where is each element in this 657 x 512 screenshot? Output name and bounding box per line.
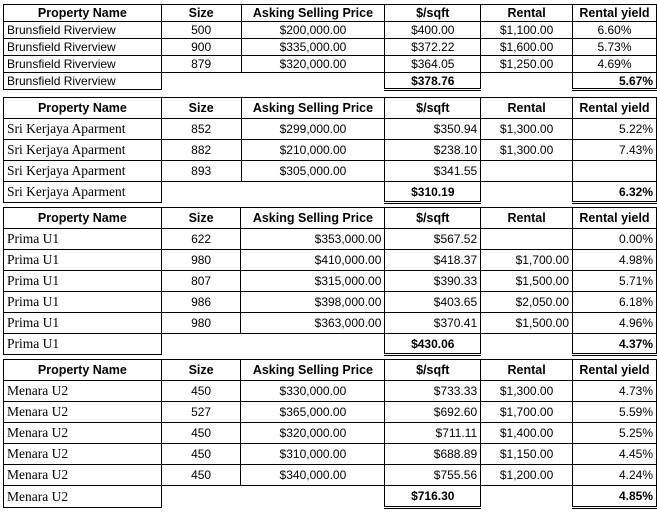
cell-rental[interactable]: $1,300.00 [481, 381, 573, 402]
header-asking-price[interactable]: Asking Selling Price [241, 98, 385, 119]
cell-psf[interactable]: $755.56 [385, 465, 481, 486]
cell-size[interactable]: 852 [161, 119, 241, 140]
summary-rental-yield[interactable]: 5.67% [572, 73, 656, 90]
header-property-name[interactable]: Property Name [4, 98, 162, 119]
header-psf[interactable]: $/sqft [385, 98, 481, 119]
cell-property-name[interactable]: Prima U1 [4, 271, 162, 292]
cell-rental-yield[interactable]: 6.60% [572, 22, 656, 39]
cell-psf[interactable]: $350.94 [385, 119, 481, 140]
cell-size[interactable]: 500 [161, 22, 241, 39]
cell-psf[interactable]: $390.33 [385, 271, 481, 292]
table-row [4, 313, 657, 334]
cell-asking-price[interactable]: $365,000.00 [241, 402, 385, 423]
cell-asking-price[interactable]: $410,000.00 [241, 250, 385, 271]
cell-rental[interactable]: $1,250.00 [481, 56, 573, 73]
cell-property-name[interactable]: Sri Kerjaya Aparment [4, 119, 162, 140]
summary-row [4, 182, 657, 203]
cell-rental[interactable] [481, 229, 573, 250]
cell-property-name[interactable]: Prima U1 [4, 250, 162, 271]
cell-psf[interactable]: $711.11 [385, 423, 481, 444]
cell-property-name[interactable]: Prima U1 [4, 292, 162, 313]
header-rental-yield[interactable]: Rental yield [573, 208, 657, 229]
cell-psf[interactable]: $418.37 [385, 250, 481, 271]
summary-psf[interactable]: $430.06 [385, 334, 481, 355]
cell-rental[interactable]: $2,050.00 [481, 292, 573, 313]
summary-property-name[interactable]: Brunsfield Riverview [4, 73, 162, 90]
cell-property-name[interactable]: Menara U2 [4, 423, 162, 444]
cell-rental-yield[interactable]: 0.00% [573, 229, 657, 250]
summary-blank [241, 182, 385, 203]
cell-rental[interactable]: $1,700.00 [481, 402, 573, 423]
cell-rental[interactable]: $1,500.00 [481, 271, 573, 292]
header-rental-yield[interactable]: Rental yield [573, 98, 657, 119]
cell-rental-yield[interactable]: 4.98% [573, 250, 657, 271]
cell-asking-price[interactable]: $398,000.00 [241, 292, 385, 313]
cell-asking-price[interactable]: $200,000.00 [241, 22, 385, 39]
cell-rental[interactable]: $1,300.00 [481, 140, 573, 161]
cell-rental[interactable]: $1,100.00 [481, 22, 573, 39]
cell-rental[interactable]: $1,500.00 [481, 313, 573, 334]
cell-property-name[interactable]: Sri Kerjaya Aparment [4, 161, 162, 182]
cell-property-name[interactable]: Sri Kerjaya Aparment [4, 140, 162, 161]
cell-rental-yield[interactable]: 5.73% [572, 39, 656, 56]
summary-rental-yield[interactable]: 4.85% [573, 486, 657, 508]
header-asking-price[interactable]: Asking Selling Price [241, 5, 385, 22]
cell-psf[interactable]: $341.55 [385, 161, 481, 182]
cell-property-name[interactable]: Menara U2 [4, 381, 162, 402]
cell-psf[interactable]: $372.22 [385, 39, 481, 56]
summary-blank [161, 486, 241, 508]
cell-property-name[interactable]: Menara U2 [4, 465, 162, 486]
cell-asking-price[interactable]: $210,000.00 [241, 140, 385, 161]
summary-blank [481, 182, 573, 203]
cell-rental[interactable]: $1,700.00 [481, 250, 573, 271]
cell-size[interactable]: 527 [161, 402, 241, 423]
header-row [4, 5, 657, 22]
cell-psf[interactable]: $567.52 [385, 229, 481, 250]
cell-property-name[interactable]: Menara U2 [4, 402, 162, 423]
cell-rental-yield[interactable]: 7.43% [573, 140, 657, 161]
cell-property-name[interactable]: Menara U2 [4, 444, 162, 465]
header-size[interactable]: Size [161, 98, 241, 119]
header-property-name[interactable]: Property Name [4, 360, 162, 381]
summary-rental-yield[interactable]: 6.32% [573, 182, 657, 203]
property-table-sri-kerjaya [3, 97, 657, 204]
cell-rental[interactable]: $1,150.00 [481, 444, 573, 465]
cell-size[interactable]: 900 [161, 39, 241, 56]
cell-size[interactable]: 980 [161, 313, 241, 334]
cell-size[interactable]: 450 [161, 423, 241, 444]
cell-psf[interactable]: $400.00 [385, 22, 481, 39]
table-row [4, 39, 657, 56]
cell-property-name[interactable]: Brunsfield Riverview [4, 56, 162, 73]
table-row [4, 56, 657, 73]
summary-psf[interactable]: $310.19 [385, 182, 481, 203]
cell-asking-price[interactable]: $340,000.00 [241, 465, 385, 486]
cell-rental-yield[interactable]: 5.59% [573, 402, 657, 423]
table-row [4, 444, 657, 465]
table-row [4, 119, 657, 140]
cell-asking-price[interactable]: $299,000.00 [241, 119, 385, 140]
header-rental[interactable]: Rental [481, 208, 573, 229]
header-asking-price[interactable]: Asking Selling Price [241, 208, 385, 229]
cell-asking-price[interactable]: $315,000.00 [241, 271, 385, 292]
cell-psf[interactable]: $364.05 [385, 56, 481, 73]
cell-asking-price[interactable]: $310,000.00 [241, 444, 385, 465]
cell-psf[interactable]: $688.89 [385, 444, 481, 465]
summary-blank [241, 486, 385, 508]
header-property-name[interactable]: Property Name [4, 208, 162, 229]
summary-psf[interactable]: $378.76 [385, 73, 481, 90]
property-table-prima-u1 [3, 207, 657, 356]
summary-blank [481, 73, 573, 90]
cell-psf[interactable]: $692.60 [385, 402, 481, 423]
cell-rental[interactable]: $1,300.00 [481, 119, 573, 140]
cell-rental[interactable] [481, 161, 573, 182]
cell-asking-price[interactable]: $330,000.00 [241, 381, 385, 402]
cell-rental-yield[interactable]: 4.96% [573, 313, 657, 334]
table-row [4, 229, 657, 250]
table-row [4, 250, 657, 271]
table-row [4, 381, 657, 402]
cell-size[interactable]: 980 [161, 250, 241, 271]
summary-blank [161, 182, 241, 203]
header-rental-yield[interactable]: Rental yield [573, 360, 657, 381]
cell-size[interactable]: 893 [161, 161, 241, 182]
cell-psf[interactable]: $403.65 [385, 292, 481, 313]
property-table-brunsfield [3, 4, 657, 91]
cell-property-name[interactable]: Brunsfield Riverview [4, 22, 162, 39]
summary-property-name[interactable]: Menara U2 [4, 486, 162, 508]
header-rental-yield[interactable]: Rental yield [572, 5, 656, 22]
header-row [4, 98, 657, 119]
property-table-menara-u2 [3, 359, 657, 509]
table-row [4, 465, 657, 486]
cell-rental-yield[interactable]: 5.25% [573, 423, 657, 444]
header-size[interactable]: Size [161, 5, 241, 22]
table-row [4, 402, 657, 423]
table-row [4, 161, 657, 182]
cell-property-name[interactable]: Brunsfield Riverview [4, 39, 162, 56]
header-size[interactable]: Size [161, 208, 241, 229]
cell-rental-yield[interactable]: 4.24% [573, 465, 657, 486]
cell-asking-price[interactable]: $353,000.00 [241, 229, 385, 250]
cell-size[interactable]: 986 [161, 292, 241, 313]
summary-psf[interactable]: $716.30 [385, 486, 481, 508]
summary-blank [241, 334, 385, 355]
summary-blank [481, 486, 573, 508]
cell-rental-yield[interactable] [573, 161, 657, 182]
header-row [4, 208, 657, 229]
header-size[interactable]: Size [161, 360, 241, 381]
cell-size[interactable]: 450 [161, 444, 241, 465]
cell-size[interactable]: 882 [161, 140, 241, 161]
summary-row [4, 73, 657, 90]
summary-property-name[interactable]: Prima U1 [4, 334, 162, 355]
summary-blank [161, 334, 241, 355]
table-row [4, 271, 657, 292]
header-rental[interactable]: Rental [481, 360, 573, 381]
header-psf[interactable]: $/sqft [385, 360, 481, 381]
cell-rental[interactable]: $1,200.00 [481, 465, 573, 486]
table-row [4, 292, 657, 313]
cell-asking-price[interactable]: $320,000.00 [241, 423, 385, 444]
cell-size[interactable]: 879 [161, 56, 241, 73]
cell-asking-price[interactable]: $320,000.00 [241, 56, 385, 73]
cell-rental[interactable]: $1,400.00 [481, 423, 573, 444]
header-rental[interactable]: Rental [481, 98, 573, 119]
cell-size[interactable]: 807 [161, 271, 241, 292]
cell-size[interactable]: 450 [161, 381, 241, 402]
cell-rental-yield[interactable]: 4.45% [573, 444, 657, 465]
summary-rental-yield[interactable]: 4.37% [573, 334, 657, 355]
cell-asking-price[interactable]: $305,000.00 [241, 161, 385, 182]
cell-asking-price[interactable]: $363,000.00 [241, 313, 385, 334]
cell-rental[interactable]: $1,600.00 [481, 39, 573, 56]
header-asking-price[interactable]: Asking Selling Price [241, 360, 385, 381]
header-psf[interactable]: $/sqft [385, 208, 481, 229]
cell-asking-price[interactable]: $335,000.00 [241, 39, 385, 56]
header-property-name[interactable]: Property Name [4, 5, 162, 22]
cell-rental-yield[interactable]: 6.18% [573, 292, 657, 313]
table-row [4, 423, 657, 444]
summary-row [4, 334, 657, 355]
summary-blank [481, 334, 573, 355]
summary-row [4, 486, 657, 508]
header-psf[interactable]: $/sqft [385, 5, 481, 22]
cell-property-name[interactable]: Prima U1 [4, 229, 162, 250]
cell-rental-yield[interactable]: 4.69% [572, 56, 656, 73]
summary-blank [241, 73, 385, 90]
cell-rental-yield[interactable]: 5.22% [573, 119, 657, 140]
cell-psf[interactable]: $370.41 [385, 313, 481, 334]
header-row [4, 360, 657, 381]
table-row [4, 22, 657, 39]
cell-rental-yield[interactable]: 5.71% [573, 271, 657, 292]
header-rental[interactable]: Rental [481, 5, 573, 22]
cell-psf[interactable]: $238.10 [385, 140, 481, 161]
cell-rental-yield[interactable]: 4.73% [573, 381, 657, 402]
cell-size[interactable]: 450 [161, 465, 241, 486]
cell-psf[interactable]: $733.33 [385, 381, 481, 402]
summary-property-name[interactable]: Sri Kerjaya Aparment [4, 182, 162, 203]
cell-size[interactable]: 622 [161, 229, 241, 250]
summary-blank [161, 73, 241, 90]
table-row [4, 140, 657, 161]
cell-property-name[interactable]: Prima U1 [4, 313, 162, 334]
